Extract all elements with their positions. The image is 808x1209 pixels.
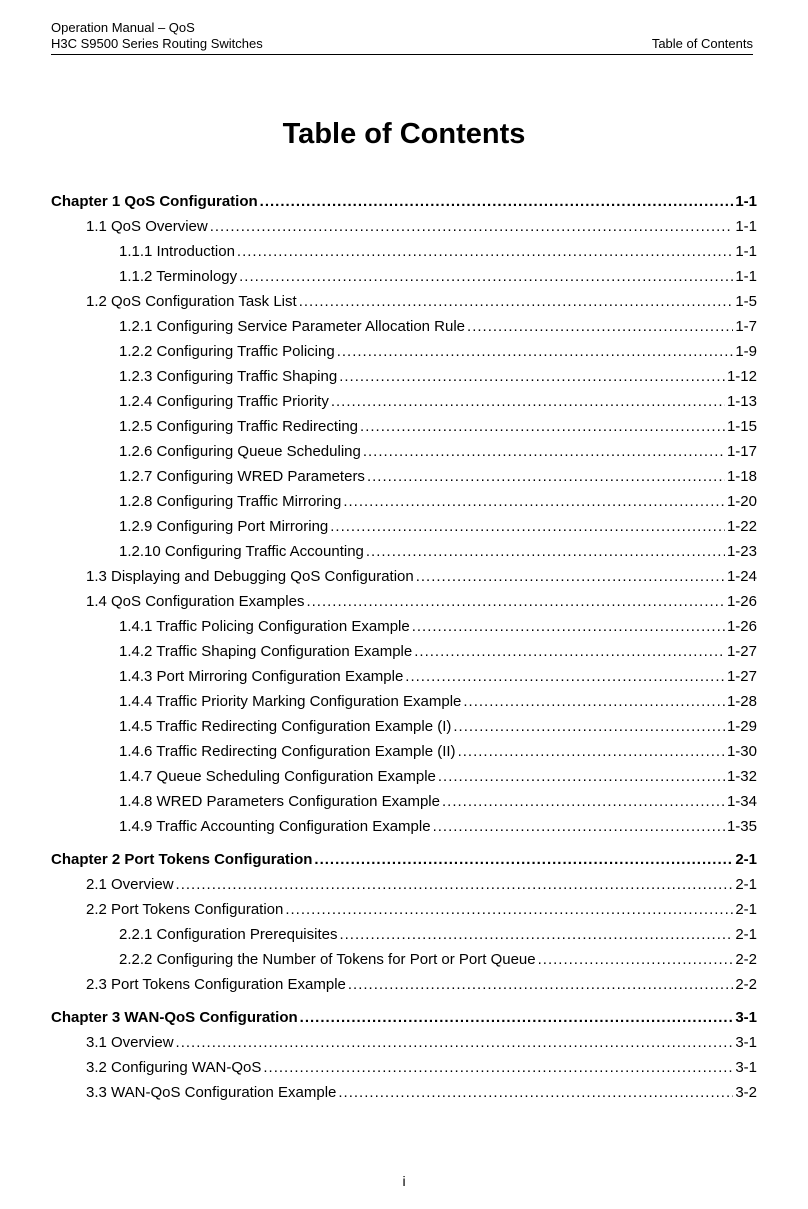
toc-dot-leader: [366, 539, 725, 564]
toc-entry[interactable]: [51, 1055, 757, 1080]
toc-entry-page: 1-26: [726, 593, 757, 610]
toc-entry[interactable]: [51, 589, 757, 614]
toc-entry-page: 1-34: [726, 793, 757, 810]
toc-entry-page: 1-29: [726, 718, 757, 735]
toc-entry-page: 2-1: [735, 851, 757, 868]
toc-entry-title: 1.2.1 Configuring Service Parameter Allocation Rule: [119, 318, 466, 335]
toc-entry[interactable]: [51, 539, 757, 564]
toc-entry-page: 3-1: [735, 1034, 757, 1051]
toc-entry-title: 1.3 Displaying and Debugging QoS Configuration: [86, 568, 414, 585]
toc-dot-leader: [176, 1030, 734, 1055]
toc-entry-page: 1-5: [735, 293, 757, 310]
toc-entry-page: 1-23: [726, 543, 757, 560]
toc-entry-page: 1-17: [726, 443, 757, 460]
toc-entry[interactable]: [51, 239, 757, 264]
toc-entry[interactable]: [51, 214, 757, 239]
toc-entry-title: 1.4.4 Traffic Priority Marking Configuration Example: [119, 693, 462, 710]
toc-entry-title: 1.4.1 Traffic Policing Configuration Example: [119, 618, 410, 635]
toc-entry-page: 1-7: [735, 318, 757, 335]
toc-entry-page: 1-26: [726, 618, 757, 635]
toc-entry-page: 1-35: [726, 818, 757, 835]
toc-dot-leader: [453, 714, 725, 739]
toc-entry[interactable]: [51, 564, 757, 589]
toc-entry-page: 2-2: [735, 976, 757, 993]
toc-entry-page: 1-1: [735, 193, 757, 210]
toc-dot-leader: [412, 614, 725, 639]
toc-entry-title: 1.2.10 Configuring Traffic Accounting: [119, 543, 364, 560]
toc-dot-leader: [237, 239, 733, 264]
toc-dot-leader: [239, 264, 733, 289]
toc-entry-title: 2.2.2 Configuring the Number of Tokens for Port or Port Queue: [119, 951, 536, 968]
toc-entry-title: 1.2.4 Configuring Traffic Priority: [119, 393, 329, 410]
toc-entry[interactable]: [51, 872, 757, 897]
toc-entry-title: 1.4.8 WRED Parameters Configuration Example: [119, 793, 440, 810]
toc-dot-leader: [433, 814, 725, 839]
toc-entry-page: 1-27: [726, 668, 757, 685]
table-of-contents: [51, 189, 757, 1105]
toc-entry[interactable]: [51, 389, 757, 414]
header-section-name: Table of Contents: [651, 36, 753, 51]
toc-dot-leader: [442, 789, 725, 814]
toc-entry[interactable]: [51, 289, 757, 314]
toc-dot-leader: [306, 589, 725, 614]
toc-dot-leader: [331, 389, 725, 414]
toc-dot-leader: [414, 639, 725, 664]
toc-entry-title: Chapter 3 WAN-QoS Configuration: [51, 1009, 298, 1026]
page-number: i: [402, 1173, 406, 1189]
toc-entry-page: 1-9: [735, 343, 757, 360]
toc-entry-page: 1-15: [726, 418, 757, 435]
toc-dot-leader: [343, 489, 725, 514]
toc-entry-page: 2-1: [735, 926, 757, 943]
toc-entry-page: 1-27: [726, 643, 757, 660]
toc-dot-leader: [210, 214, 734, 239]
toc-entry-page: 1-30: [726, 743, 757, 760]
toc-entry-page: 1-1: [735, 218, 757, 235]
toc-entry[interactable]: [51, 814, 757, 839]
toc-dot-leader: [458, 739, 725, 764]
toc-dot-leader: [416, 564, 725, 589]
toc-entry[interactable]: [51, 364, 757, 389]
toc-entry-title: 1.1 QoS Overview: [86, 218, 208, 235]
toc-entry-page: 2-1: [735, 876, 757, 893]
toc-entry-title: 1.2.5 Configuring Traffic Redirecting: [119, 418, 359, 435]
header-product-name: H3C S9500 Series Routing Switches: [51, 36, 263, 51]
page-title: Table of Contents: [282, 118, 526, 150]
toc-entry[interactable]: [51, 264, 757, 289]
header-manual-title: Operation Manual – QoS: [51, 20, 195, 35]
toc-entry[interactable]: [51, 897, 757, 922]
toc-entry[interactable]: [51, 689, 757, 714]
toc-entry-page: 3-2: [735, 1084, 757, 1101]
header-left: [51, 20, 263, 52]
toc-entry-title: 2.2 Port Tokens Configuration: [86, 901, 284, 918]
toc-entry-title: 1.4 QoS Configuration Examples: [86, 593, 305, 610]
toc-dot-leader: [339, 922, 733, 947]
toc-entry[interactable]: [51, 314, 757, 339]
toc-entry-title: 2.1 Overview: [86, 876, 174, 893]
toc-entry-title: 3.2 Configuring WAN-QoS: [86, 1059, 262, 1076]
toc-dot-leader: [348, 972, 733, 997]
toc-chapter-entry[interactable]: [51, 847, 757, 872]
toc-entry-page: 1-12: [726, 368, 757, 385]
toc-dot-leader: [330, 514, 725, 539]
toc-entry-title: 1.2.6 Configuring Queue Scheduling: [119, 443, 361, 460]
toc-entry[interactable]: [51, 639, 757, 664]
toc-entry[interactable]: [51, 739, 757, 764]
toc-entry[interactable]: [51, 439, 757, 464]
toc-entry-title: 1.2.7 Configuring WRED Parameters: [119, 468, 365, 485]
toc-entry-page: 1-1: [735, 243, 757, 260]
toc-entry[interactable]: [51, 922, 757, 947]
toc-entry[interactable]: [51, 764, 757, 789]
toc-entry-title: 1.4.2 Traffic Shaping Configuration Example: [119, 643, 413, 660]
toc-entry-title: Chapter 2 Port Tokens Configuration: [51, 851, 313, 868]
toc-entry[interactable]: [51, 464, 757, 489]
toc-entry-page: 1-1: [735, 268, 757, 285]
toc-dot-leader: [299, 289, 734, 314]
toc-dot-leader: [467, 314, 733, 339]
toc-entry-page: 1-32: [726, 768, 757, 785]
toc-dot-leader: [338, 1080, 733, 1105]
toc-entry-page: 1-20: [726, 493, 757, 510]
toc-entry-page: 1-22: [726, 518, 757, 535]
toc-entry-page: 1-18: [726, 468, 757, 485]
toc-entry-title: 1.2.8 Configuring Traffic Mirroring: [119, 493, 342, 510]
toc-dot-leader: [360, 414, 725, 439]
toc-entry-title: 1.4.7 Queue Scheduling Configuration Example: [119, 768, 436, 785]
toc-entry-title: 1.2 QoS Configuration Task List: [86, 293, 297, 310]
page-header: [51, 20, 753, 55]
toc-entry-title: 1.4.6 Traffic Redirecting Configuration Example (II): [119, 743, 456, 760]
toc-entry-title: 1.1.1 Introduction: [119, 243, 235, 260]
toc-dot-leader: [285, 897, 733, 922]
toc-chapter-entry[interactable]: [51, 189, 757, 214]
toc-entry[interactable]: [51, 789, 757, 814]
toc-entry-title: 1.4.5 Traffic Redirecting Configuration Example (I): [119, 718, 452, 735]
toc-dot-leader: [176, 872, 734, 897]
toc-entry[interactable]: [51, 972, 757, 997]
toc-entry-page: 1-28: [726, 693, 757, 710]
toc-dot-leader: [263, 1055, 733, 1080]
toc-dot-leader: [339, 364, 725, 389]
toc-entry-page: 2-1: [735, 901, 757, 918]
toc-dot-leader: [260, 189, 734, 214]
toc-entry[interactable]: [51, 1080, 757, 1105]
toc-entry-title: 1.2.9 Configuring Port Mirroring: [119, 518, 329, 535]
toc-entry-title: 2.2.1 Configuration Prerequisites: [119, 926, 338, 943]
toc-entry[interactable]: [51, 614, 757, 639]
toc-entry-page: 1-24: [726, 568, 757, 585]
toc-entry[interactable]: [51, 664, 757, 689]
toc-entry-page: 3-1: [735, 1059, 757, 1076]
toc-entry[interactable]: [51, 414, 757, 439]
toc-entry-title: 1.4.3 Port Mirroring Configuration Example: [119, 668, 404, 685]
toc-entry[interactable]: [51, 489, 757, 514]
toc-entry-page: 2-2: [735, 951, 757, 968]
toc-entry[interactable]: [51, 339, 757, 364]
toc-dot-leader: [405, 664, 725, 689]
toc-dot-leader: [314, 847, 733, 872]
toc-entry-title: 1.2.2 Configuring Traffic Policing: [119, 343, 335, 360]
toc-entry-title: Chapter 1 QoS Configuration: [51, 193, 258, 210]
toc-entry-title: 1.1.2 Terminology: [119, 268, 238, 285]
toc-dot-leader: [538, 947, 734, 972]
toc-entry-page: 1-13: [726, 393, 757, 410]
toc-chapter-entry[interactable]: [51, 1005, 757, 1030]
toc-dot-leader: [337, 339, 734, 364]
toc-dot-leader: [300, 1005, 734, 1030]
toc-dot-leader: [463, 689, 725, 714]
toc-entry-title: 2.3 Port Tokens Configuration Example: [86, 976, 346, 993]
toc-entry-title: 1.4.9 Traffic Accounting Configuration Example: [119, 818, 431, 835]
toc-entry-title: 3.1 Overview: [86, 1034, 174, 1051]
toc-entry-title: 3.3 WAN-QoS Configuration Example: [86, 1084, 337, 1101]
toc-entry-page: 3-1: [735, 1009, 757, 1026]
toc-entry[interactable]: [51, 947, 757, 972]
toc-entry-title: 1.2.3 Configuring Traffic Shaping: [119, 368, 338, 385]
toc-dot-leader: [363, 439, 725, 464]
toc-entry[interactable]: [51, 514, 757, 539]
toc-entry[interactable]: [51, 714, 757, 739]
toc-dot-leader: [367, 464, 725, 489]
toc-entry[interactable]: [51, 1030, 757, 1055]
toc-dot-leader: [438, 764, 725, 789]
